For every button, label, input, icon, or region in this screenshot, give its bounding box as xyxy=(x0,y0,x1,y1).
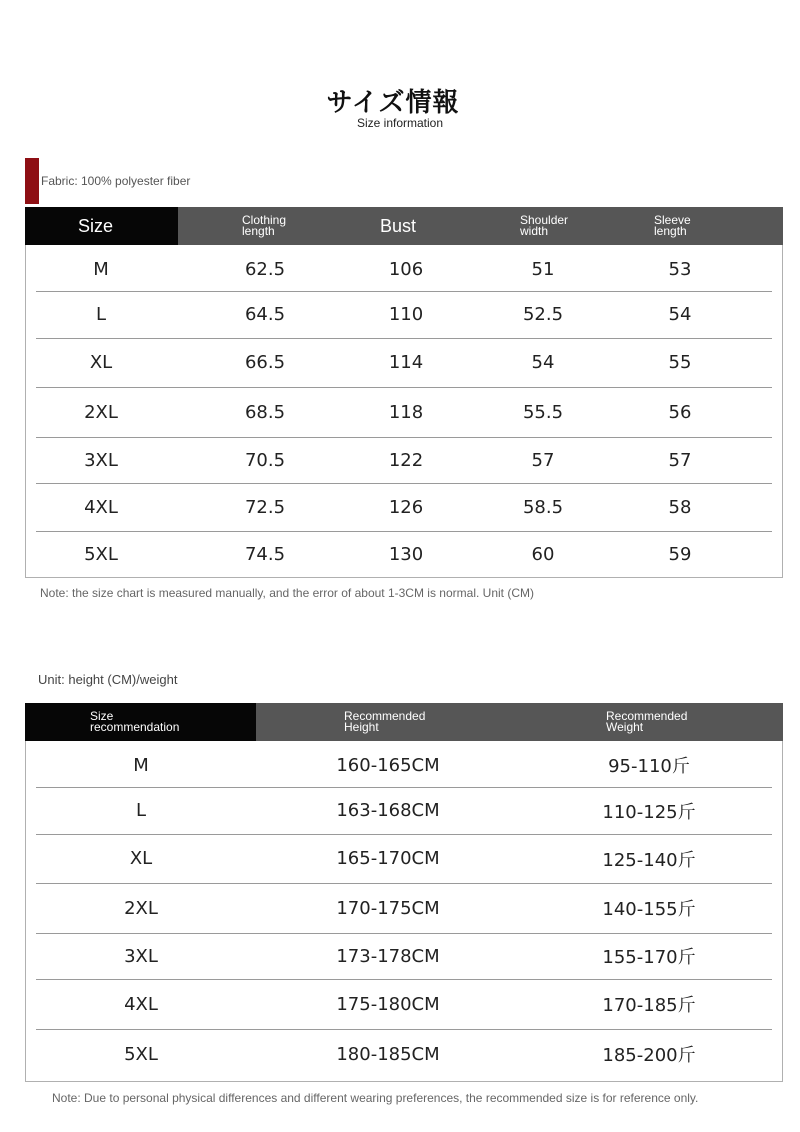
table-cell: 4XL xyxy=(124,993,158,1015)
table-cell: 163-168CM xyxy=(336,800,440,821)
column-header-label: Recommended Height xyxy=(344,709,426,734)
table-row xyxy=(26,387,782,437)
table-row xyxy=(26,1029,782,1079)
table-cell: 72.5 xyxy=(244,496,286,518)
table-cell: 56 xyxy=(668,401,692,423)
column-header-label: Bust xyxy=(380,216,417,236)
table-cell: M xyxy=(93,258,109,280)
table-row xyxy=(26,743,782,787)
column-header-label: Shoulder width xyxy=(520,213,569,238)
table-row xyxy=(26,531,782,577)
table-cell: 170-175CM xyxy=(336,897,440,919)
table-row xyxy=(26,437,782,483)
table-cell: 59 xyxy=(668,543,692,565)
table-cell: 64.5 xyxy=(244,304,286,325)
table-row xyxy=(26,979,782,1029)
table-cell: 70.5 xyxy=(244,449,286,471)
table-cell: 118 xyxy=(388,401,424,423)
recommendation-note: Note: Due to personal physical differences and different wearing preferences, the recommended size is for reference only. xyxy=(52,1091,699,1105)
size-chart-table xyxy=(25,207,783,578)
column-header xyxy=(380,207,416,245)
table-cell: 62.5 xyxy=(244,258,286,280)
table-cell: 53 xyxy=(668,258,692,280)
table-cell: 54 xyxy=(668,304,692,325)
table-cell: 5XL xyxy=(124,1043,158,1065)
table-cell: 58 xyxy=(668,496,692,518)
table-cell: 175-180CM xyxy=(336,993,440,1015)
column-header xyxy=(90,703,179,741)
table-cell: 185-200斤 xyxy=(602,1045,696,1066)
table-cell: M xyxy=(133,754,149,776)
table-row xyxy=(26,483,782,531)
column-header-label: Size recommendation xyxy=(90,709,180,734)
table-cell: 55.5 xyxy=(522,401,564,423)
table-cell: 173-178CM xyxy=(336,945,440,967)
table-cell: 180-185CM xyxy=(336,1043,440,1065)
column-header-label: Size xyxy=(78,216,114,236)
table-cell: 60 xyxy=(531,543,555,565)
table-cell: 55 xyxy=(668,352,692,373)
column-header-label: Sleeve length xyxy=(654,213,691,238)
table-cell: 5XL xyxy=(84,543,118,565)
table-cell: XL xyxy=(89,352,113,373)
table-cell: 130 xyxy=(388,543,424,565)
table-cell: 2XL xyxy=(124,897,158,919)
table-cell: 54 xyxy=(531,352,555,373)
table-cell: 95-110斤 xyxy=(608,756,690,777)
recommendation-unit-label: Unit: height (CM)/weight xyxy=(38,672,178,687)
table-cell: 3XL xyxy=(84,449,118,471)
column-header xyxy=(606,703,687,741)
table-cell: L xyxy=(95,304,107,325)
size-recommendation-table xyxy=(25,703,783,1082)
table-cell: 160-165CM xyxy=(336,754,440,776)
table-cell: 165-170CM xyxy=(336,848,440,869)
table-cell: 74.5 xyxy=(244,543,286,565)
table-row xyxy=(26,834,782,883)
fabric-label: Fabric: 100% polyester fiber xyxy=(41,174,191,188)
table-cell: 122 xyxy=(388,449,424,471)
table-cell: 66.5 xyxy=(244,352,286,373)
table-row xyxy=(26,883,782,933)
table-cell: 57 xyxy=(668,449,692,471)
table-cell: 2XL xyxy=(84,401,118,423)
column-header xyxy=(242,207,286,245)
table-row xyxy=(26,933,782,979)
table-cell: 106 xyxy=(388,258,424,280)
table-cell: 52.5 xyxy=(522,304,564,325)
column-header xyxy=(520,207,568,245)
size-chart-note: Note: the size chart is measured manually, and the error of about 1-3CM is normal. Unit (CM) xyxy=(40,586,534,600)
page-subtitle: Size information xyxy=(356,116,444,130)
page-title: サイズ情報 xyxy=(326,88,460,118)
table-row xyxy=(26,247,782,291)
table-cell: 110 xyxy=(388,304,424,325)
table-cell: 4XL xyxy=(84,496,118,518)
table-cell: 140-155斤 xyxy=(602,899,696,920)
fabric-accent-bar xyxy=(25,158,39,204)
table-row xyxy=(26,338,782,387)
table-cell: 68.5 xyxy=(244,401,286,423)
column-header-label: Clothing length xyxy=(242,213,287,238)
table-cell: 170-185斤 xyxy=(602,995,696,1016)
table-cell: 125-140斤 xyxy=(602,849,696,871)
table-cell: 126 xyxy=(388,496,424,518)
table-row xyxy=(26,787,782,834)
column-header xyxy=(78,207,113,245)
column-header xyxy=(654,207,691,245)
table-row xyxy=(26,291,782,338)
table-cell: 3XL xyxy=(124,945,158,967)
table-cell: L xyxy=(135,800,147,821)
table-cell: 58.5 xyxy=(522,496,564,518)
table-cell: 114 xyxy=(388,352,424,373)
table-cell: 110-125斤 xyxy=(602,801,696,823)
table-cell: 51 xyxy=(531,258,555,280)
column-header xyxy=(344,703,425,741)
table-cell: 57 xyxy=(531,449,555,471)
column-header-label: Recommended Weight xyxy=(606,709,688,734)
table-cell: 155-170斤 xyxy=(602,947,696,968)
table-cell: XL xyxy=(129,848,153,869)
